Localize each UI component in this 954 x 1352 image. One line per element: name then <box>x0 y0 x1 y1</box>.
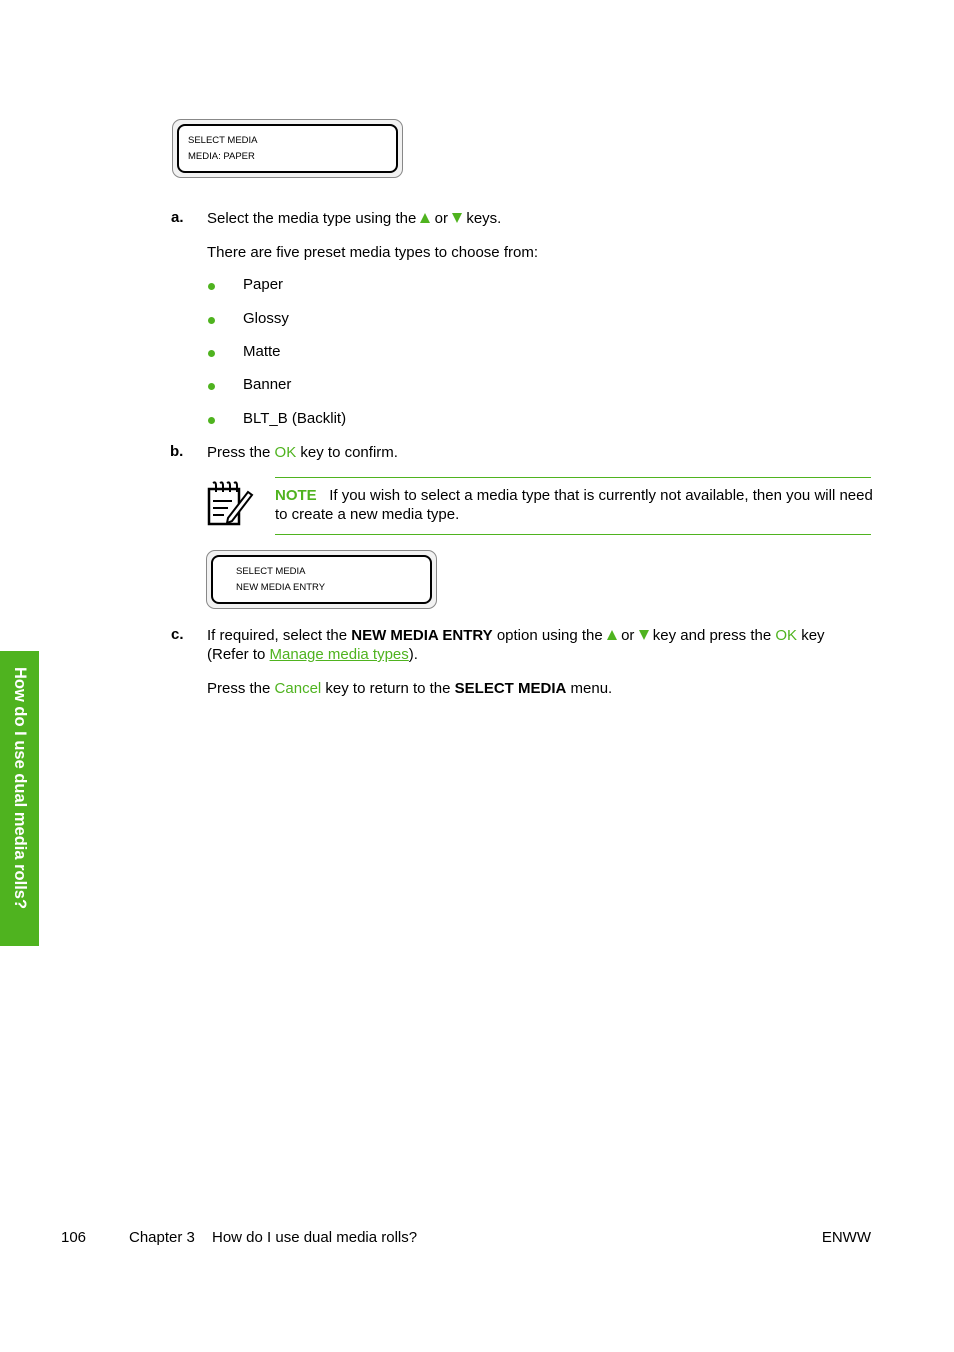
step-c-paragraph-2 <box>207 679 612 698</box>
down-arrow-icon <box>639 630 649 640</box>
step-a-or: or <box>434 210 448 227</box>
footer-chapter: Chapter 3 <box>129 1229 195 1246</box>
list-item-label: Banner <box>243 376 292 393</box>
lcd-line-2: NEW MEDIA ENTRY <box>236 582 326 593</box>
lcd-display-select-media <box>172 119 403 178</box>
select-media-label: SELECT MEDIA <box>454 680 567 697</box>
note-block <box>275 486 875 524</box>
step-c-p2-middle: key to return to the <box>325 680 451 697</box>
bullet-icon <box>208 383 215 390</box>
list-item-label: Matte <box>243 343 281 360</box>
footer-right-label: ENWW <box>821 1229 871 1246</box>
step-c-text-3: key and press the <box>652 627 772 644</box>
step-c-p2-before: Press the <box>207 680 271 697</box>
refer-open: (Refer to <box>207 646 266 663</box>
step-c-or: or <box>621 627 635 644</box>
lcd-screen <box>177 124 398 173</box>
ok-key-label: OK <box>274 444 297 461</box>
refer-close: ). <box>408 646 418 663</box>
step-b-text-after: key to confirm. <box>300 444 398 461</box>
lcd-display-new-media-entry <box>206 550 437 609</box>
lcd-line-2: MEDIA: PAPER <box>188 151 255 162</box>
bullet-icon <box>208 350 215 357</box>
page-number: 106 <box>61 1229 87 1246</box>
cancel-key-label: Cancel <box>274 680 322 697</box>
lcd-screen <box>211 555 432 604</box>
step-a-intro: There are five preset media types to choose from: <box>207 244 538 261</box>
ok-key-label: OK <box>775 627 798 644</box>
step-c-text-4: key <box>801 627 825 644</box>
step-c-marker: c. <box>171 626 184 643</box>
note-icon <box>204 480 254 528</box>
new-media-entry-label: NEW MEDIA ENTRY <box>351 627 493 644</box>
step-a-text <box>207 209 501 228</box>
side-tab-label: How do I use dual media rolls? <box>11 667 29 910</box>
step-c-text-2: option using the <box>496 627 603 644</box>
bullet-icon <box>208 283 215 290</box>
note-top-rule <box>275 477 871 478</box>
list-item-label: BLT_B (Backlit) <box>243 410 347 427</box>
note-bottom-rule <box>275 534 871 535</box>
list-item-label: Paper <box>243 276 284 293</box>
footer-chapter-title: How do I use dual media rolls? <box>212 1229 418 1246</box>
up-arrow-icon <box>607 630 617 640</box>
lcd-line-1: SELECT MEDIA <box>188 135 258 146</box>
bullet-icon <box>208 317 215 324</box>
step-b-text-before: Press the <box>207 444 271 461</box>
step-a-marker: a. <box>171 209 184 226</box>
chapter-side-tab[interactable] <box>0 651 39 946</box>
step-c-p2-after: menu. <box>570 680 613 697</box>
step-c-text-1: If required, select the <box>207 627 348 644</box>
manage-media-types-link[interactable]: Manage media types <box>269 646 409 663</box>
step-a-text-after: keys. <box>466 210 502 227</box>
lcd-line-1: SELECT MEDIA <box>236 566 306 577</box>
step-b-text <box>207 443 398 462</box>
step-b-marker: b. <box>170 443 184 460</box>
step-a-text-before: Select the media type using the <box>207 210 417 227</box>
note-label: NOTE <box>275 487 317 504</box>
note-text: If you wish to select a media type that is currently not available, then you will need to create a new media type. <box>275 487 873 523</box>
list-item-label: Glossy <box>243 310 289 327</box>
down-arrow-icon <box>452 213 462 223</box>
step-c-text <box>207 626 877 664</box>
bullet-icon <box>208 417 215 424</box>
up-arrow-icon <box>420 213 430 223</box>
